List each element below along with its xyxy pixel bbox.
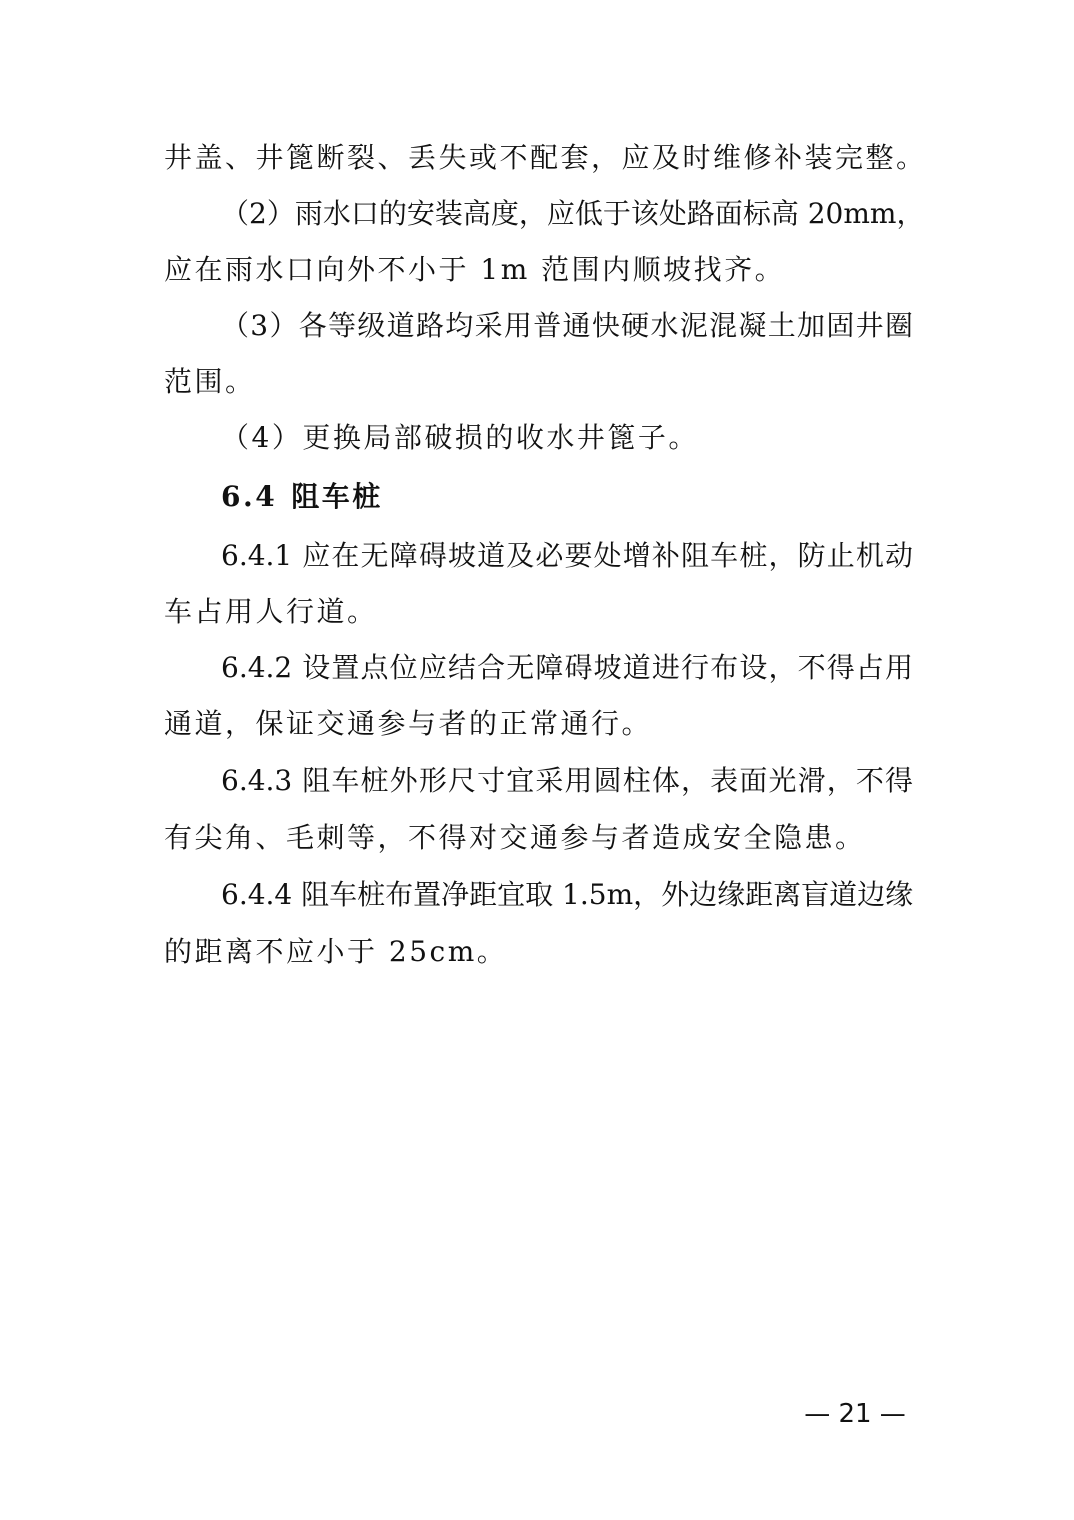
- section-heading: [221, 477, 981, 517]
- clause-line: 6.4.3 阻车桩外形尺寸宜采用圆柱体，表面光滑，不得: [221, 764, 913, 797]
- clause-line: 6.4.1 应在无障碍坡道及必要处增补阻车桩，防止机动: [221, 539, 913, 572]
- clause-line: 的距离不应小于 25cm。: [164, 935, 508, 968]
- section-number: 6.4: [221, 480, 278, 513]
- page-number: — 21 —: [804, 1399, 906, 1429]
- text-line: 井盖、井篦断裂、丢失或不配套，应及时维修补装完整。: [164, 141, 927, 174]
- text-line: 应在雨水口向外不小于 1m 范围内顺坡找齐。: [164, 253, 786, 286]
- clause-line: 6.4.4 阻车桩布置净距宜取 1.5m，外边缘距离盲道边缘: [221, 878, 914, 911]
- section-title: 阻车桩: [291, 480, 383, 513]
- clause-line: 6.4.2 设置点位应结合无障碍坡道进行布设，不得占用: [221, 651, 913, 684]
- clause-line: 有尖角、毛刺等，不得对交通参与者造成安全隐患。: [164, 821, 866, 854]
- text-line: 范围。: [164, 365, 256, 398]
- clause-line: 车占用人行道。: [164, 595, 378, 628]
- text-line: （3）各等级道路均采用普通快硬水泥混凝土加固井圈: [221, 309, 913, 342]
- clause-line: 通道，保证交通参与者的正常通行。: [164, 707, 653, 740]
- text-line: （2）雨水口的安装高度，应低于该处路面标高 20mm，: [221, 197, 925, 230]
- text-line: （4）更换局部破损的收水井篦子。: [221, 421, 699, 454]
